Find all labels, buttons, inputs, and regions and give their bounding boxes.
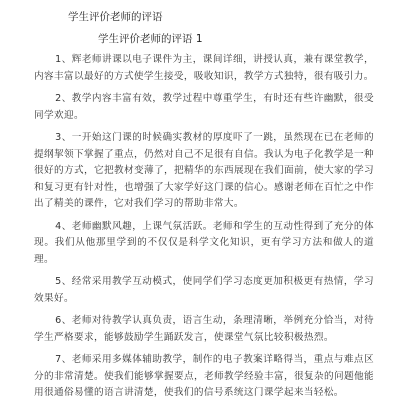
paragraph-6: 6、老师对待教学认真负责，语言生动，条理清晰，举例充分恰当，对待学生严格要求，能够鼓励学生踊跃发言，使课堂气氛比较积极热烈。 (34, 315, 374, 343)
paragraph-1: 1、辉老师讲课以电子课件为主，课间详细，讲授认真，兼有课堂教学，内容丰富以最好的方式使学生接受，吸收知识，教学方式独特，很有吸引力。 (34, 54, 374, 82)
document-title: 学生评价老师的评语 (68, 11, 163, 23)
paragraph-4: 4、老师幽默风趣，上课气氛活跃。老师和学生的互动性得到了充分的体现。我们从他那里学到的不仅仅是科学文化知识，更有学习方法和做人的道理。 (34, 220, 374, 265)
document-subtitle: 学生评价老师的评语 1 (98, 33, 203, 45)
paragraph-3: 3、一开始这门课的时候确实教材的厚度吓了一跳，虽然现在已在老师的提纲挈领下掌握了重点，仍然对自己不足很有自信。我认为电子化教学是一种很好的方式，它把教材变薄了，把精华的东西展现在我们面前，使大家的学习和复习更有针对性，也增强了大家学好这门课的信心。感谢老师在百忙之中作出了精美的课件，它对我们学习的帮助非常大。 (34, 132, 374, 209)
paragraph-5: 5、经常采用教学互动模式，使同学们学习态度更加积极更有热情，学习效果好。 (34, 276, 374, 304)
paragraph-7: 7、老师采用多媒体辅助教学，制作的电子教案详略得当，重点与难点区分的非常清楚。使我们能够掌握要点，老师教学经验丰富，很复杂的问题他能用很通俗易懂的语言讲清楚，使我们的信号系统这门课学起来当轻松。 (34, 354, 374, 398)
paragraph-2: 2、教学内容丰富有效，教学过程中尊重学生，有时还有些许幽默，很受同学欢迎。 (34, 93, 374, 121)
